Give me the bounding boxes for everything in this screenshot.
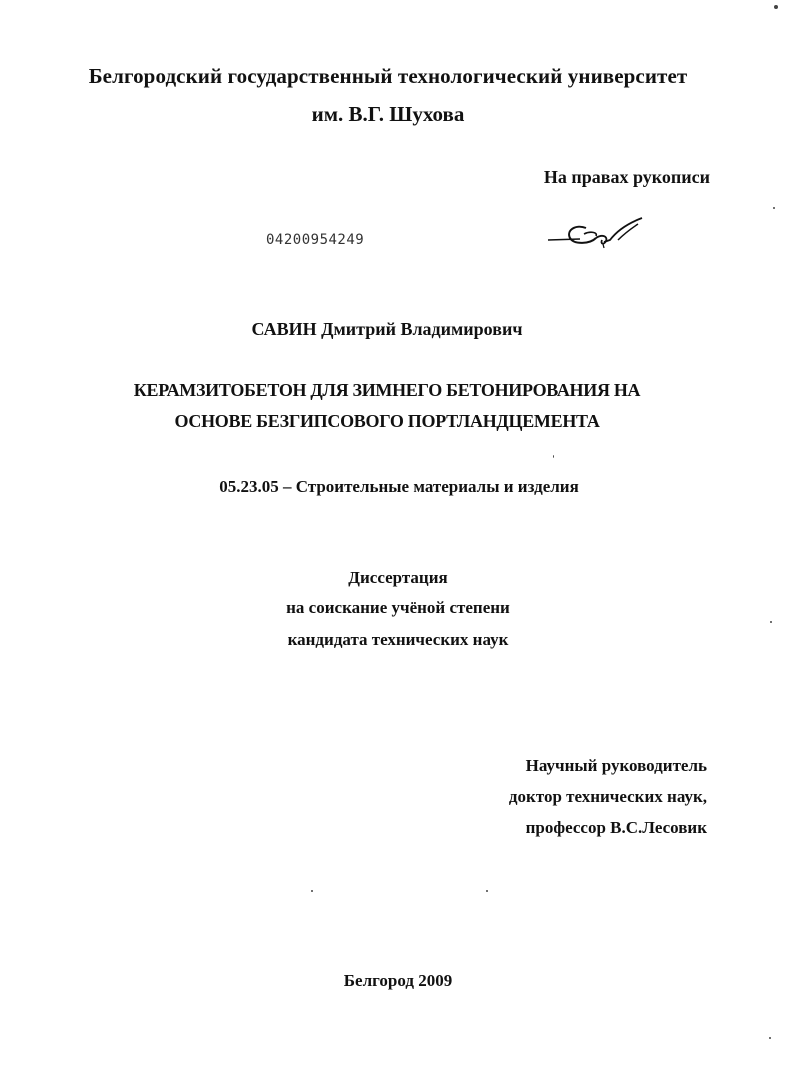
advisor-degree: доктор технических наук, <box>508 787 707 806</box>
dissertation-title-line-1: КЕРАМЗИТОБЕТОН ДЛЯ ЗИМНЕГО БЕТОНИРОВАНИЯ НА <box>133 380 641 400</box>
specialty-code: 05.23.05 – Строительные материалы и изделия <box>219 477 579 496</box>
author-name: САВИН Дмитрий Владимирович <box>251 319 523 339</box>
university-name: Белгородский государственный технологический университет <box>88 64 688 88</box>
scan-speck <box>311 890 313 892</box>
handwritten-signature <box>546 214 646 254</box>
scan-speck <box>770 621 772 623</box>
advisor-name: профессор В.С.Лесовик <box>525 818 707 837</box>
scan-speck <box>486 890 488 892</box>
scan-speck <box>769 1037 771 1039</box>
inventory-number: 04200954249 <box>266 232 365 248</box>
city-and-year: Белгород 2009 <box>343 971 453 990</box>
scan-speck <box>553 455 554 458</box>
scan-speck <box>773 207 775 209</box>
university-namesake: им. В.Г. Шухова <box>311 102 465 126</box>
scan-speck <box>774 5 778 9</box>
manuscript-rights-note: На правах рукописи <box>543 167 710 187</box>
degree-name: кандидата технических наук <box>287 630 509 649</box>
advisor-role: Научный руководитель <box>525 756 707 775</box>
degree-purpose: на соискание учёной степени <box>286 598 510 617</box>
degree-type: Диссертация <box>348 568 448 587</box>
dissertation-title-line-2: ОСНОВЕ БЕЗГИПСОВОГО ПОРТЛАНДЦЕМЕНТА <box>174 411 600 431</box>
